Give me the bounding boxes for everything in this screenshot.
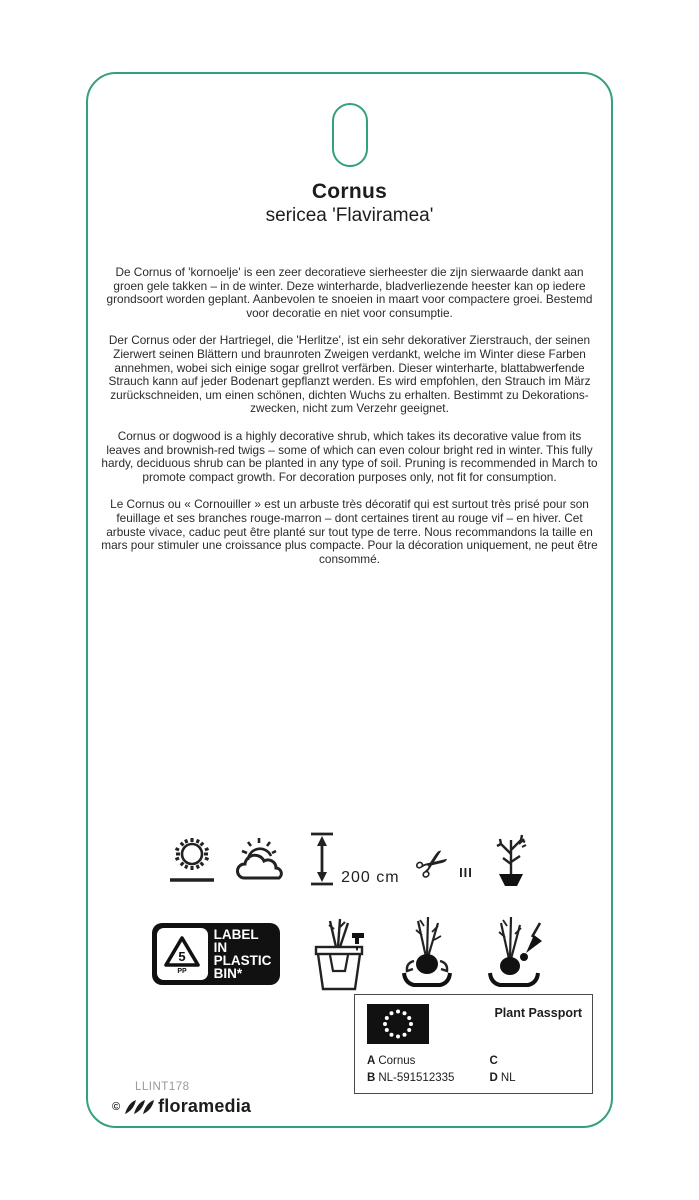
pruning-shears-icon: ✂ (405, 836, 460, 893)
recycle-badge-line3: BIN* (213, 966, 243, 981)
full-sun-cell (166, 830, 218, 890)
passport-row-d (490, 1070, 582, 1087)
recycle-number: 5 (178, 948, 186, 964)
half-shade-cell (234, 830, 292, 890)
plant-label-card (86, 72, 613, 1128)
description-german: Der Cornus oder der Hartriegel, die 'Herlitze', ist ein sehr dekorativer Zierstrauch, der seinen Zierwert seinen Blättern und braunroten Zweigen verdankt, welche im Winter diese Farben annehmen, wobei sich einige sogar grellrot verfärben. Dieser winterharte, blattabwerfende Strauch kann auf jeder Bodenart gepflanzt werden. Es wird empfohlen, den Strauch im März zurückschneiden, um einen schönen, dichten Wuchs zu erhalten. Bestimmt zu Dekorations- zwecken, nicht zum Verzehr geeignet. (108, 333, 591, 416)
plant-height-value: 200 cm (341, 869, 400, 886)
bucket-water-icon (306, 915, 372, 993)
plant-passport-box (354, 994, 593, 1094)
passport-row-a (367, 1053, 490, 1070)
recycle-pp5-badge (152, 923, 280, 985)
passport-letter-d: D (489, 1072, 498, 1084)
shrub-pot-icon (489, 830, 533, 890)
recycle-badge-text (214, 928, 275, 980)
passport-letter-b: B (367, 1072, 376, 1084)
passport-col-right (490, 1053, 582, 1087)
recycle-triangle-icon (157, 928, 208, 980)
floramedia-logo (112, 1096, 251, 1117)
description-dutch: De Cornus of 'kornoelje' is een zeer decoratieve sierheester die zijn sierwaarde dankt aan groen gele takken – in de winter. Deze winterharde, bladverliezende heester kan op iedere grondsoort worden geplant. Aanbevolen te snoeien in maart voor compactere groei. Bestemd voor decoratie en niet voor consumptie. (106, 265, 593, 320)
recycle-material-code: PP (177, 967, 187, 975)
sun-icon (166, 830, 218, 890)
floramedia-wordmark: floramedia (158, 1096, 252, 1116)
hang-hole (332, 103, 368, 167)
passport-row-b (367, 1070, 490, 1087)
passport-header (367, 1004, 582, 1044)
recycle-badge-line2: PLASTIC (213, 953, 272, 968)
rootball-soak-icon (398, 915, 456, 993)
floramedia-leaf-icon (124, 1099, 154, 1115)
passport-letter-c: C (489, 1055, 498, 1067)
recycle-badge-line1: LABEL IN (213, 927, 259, 955)
plant-cultivar-subtitle: sericea 'Flaviramea' (265, 205, 434, 226)
height-arrow-icon (308, 830, 336, 890)
sun-cloud-icon (234, 830, 292, 890)
passport-value-d: NL (500, 1072, 516, 1084)
description-paragraphs (101, 266, 598, 580)
prune-month-roman: III (459, 865, 473, 880)
passport-col-left (367, 1053, 490, 1087)
passport-value-a: Cornus (378, 1055, 416, 1067)
title-block (88, 180, 611, 227)
planting-icon-row (88, 912, 611, 996)
passport-row-c (490, 1053, 582, 1070)
plant-trowel-icon (482, 915, 548, 993)
height-cell (308, 830, 399, 890)
description-french: Le Cornus ou « Cornouiller » est un arbuste très décoratif qui est surtout très prisé pour son feuillage et ses branches rouge-marron – dont certaines tirent au rouge vif – en hiver. Cet arbuste vivace, caduc peut être planté sur tout type de terre. Nous recommandons la taille en mars pour stimuler une croissance plus compacte. Pour la décoration uniquement, ne peut être consommé. (101, 497, 598, 566)
passport-rows (367, 1053, 582, 1087)
passport-title: Plant Passport (494, 1006, 582, 1020)
passport-letter-a: A (367, 1055, 376, 1067)
description-english: Cornus or dogwood is a highly decorative shrub, which takes its decorative value from its leaves and brownish-red twigs – some of which can even colour bright red in winter. This fully hardy, deciduous shrub can be planted in any type of soil. Pruning is recommended in March to promote compact growth. For decoration purposes only, not fit for consumption. (101, 428, 598, 484)
shrub-cell (489, 830, 533, 890)
passport-value-b: NL-591512335 (378, 1072, 455, 1084)
print-code: LLINT178 (135, 1081, 190, 1093)
plant-genus-title: Cornus (311, 180, 388, 203)
eu-flag-icon (367, 1004, 429, 1044)
care-icon-row (88, 824, 611, 893)
pruning-cell (405, 836, 473, 893)
copyright-icon: © (112, 1100, 121, 1113)
